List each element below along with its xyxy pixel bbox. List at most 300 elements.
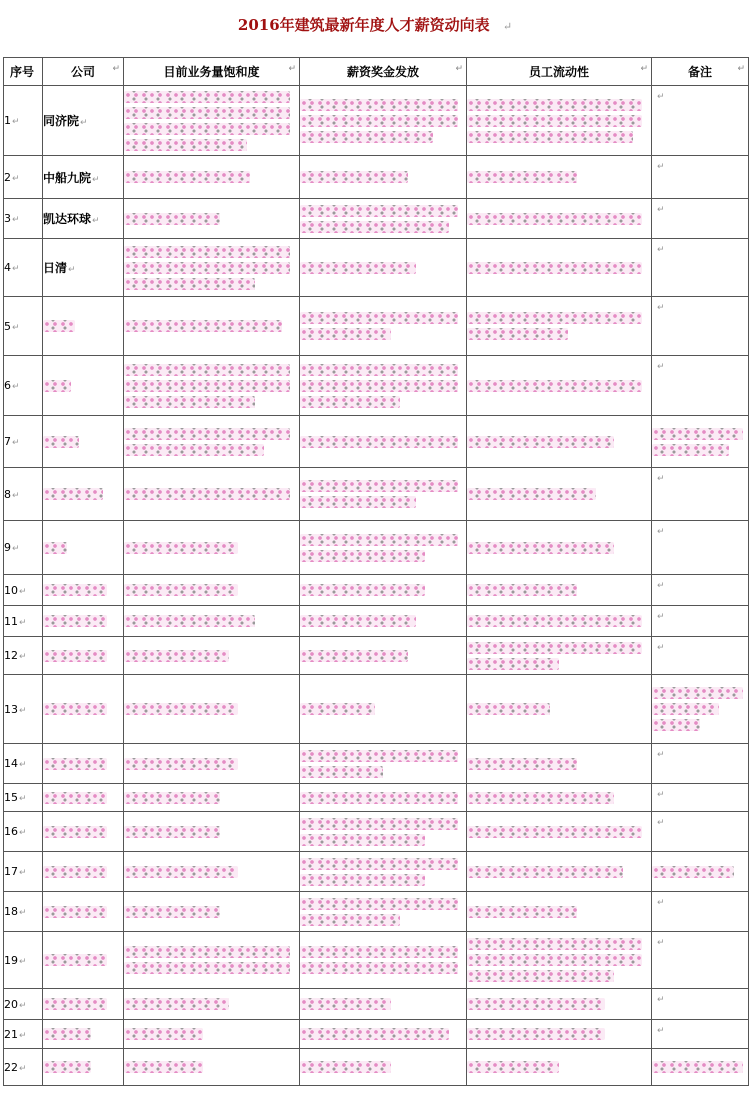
redacted-text-block <box>300 584 425 596</box>
row-number: 9↵ <box>4 521 43 575</box>
redacted-text-block <box>467 1028 605 1040</box>
company-name <box>43 356 124 416</box>
paragraph-mark-icon: ↵ <box>657 898 665 908</box>
company-name <box>43 892 124 932</box>
redacted-text-block <box>652 703 719 715</box>
remark-cell <box>652 575 749 606</box>
redacted-text-block <box>43 826 107 838</box>
redacted-text-block <box>467 542 614 554</box>
paragraph-mark-icon: ↵ <box>657 527 665 537</box>
business-cell <box>124 989 300 1020</box>
redacted-text-block <box>124 1028 203 1040</box>
row-number: 11↵ <box>4 606 43 637</box>
salary-cell <box>300 606 467 637</box>
redacted-text-block <box>124 542 238 554</box>
header-salary: 薪资奖金发放 ↵ <box>300 58 467 86</box>
company-name <box>43 812 124 852</box>
paragraph-mark-icon: ↵ <box>657 245 665 255</box>
header-num: 序号 <box>4 58 43 86</box>
paragraph-mark-icon: ↵ <box>657 303 665 313</box>
paragraph-mark-icon: ↵ <box>657 995 665 1005</box>
company-name <box>43 521 124 575</box>
redacted-text-block <box>43 320 75 332</box>
salary-cell <box>300 239 467 297</box>
redacted-text-block <box>43 584 107 596</box>
paragraph-mark-icon: ↵ <box>657 750 665 760</box>
table-row <box>4 744 749 784</box>
row-number: 22↵ <box>4 1049 43 1086</box>
redacted-text-block <box>467 262 642 274</box>
company-name <box>43 297 124 356</box>
redacted-text-block <box>467 758 577 770</box>
company-name <box>43 637 124 675</box>
salary-cell <box>300 852 467 892</box>
paragraph-mark-icon: ↵ <box>657 790 665 800</box>
redacted-text-block <box>124 123 290 135</box>
turnover-cell <box>467 416 652 468</box>
redacted-text-block <box>124 488 290 500</box>
salary-cell <box>300 199 467 239</box>
salary-cell <box>300 521 467 575</box>
turnover-cell <box>467 356 652 416</box>
redacted-text-block <box>300 534 458 546</box>
redacted-text-block <box>124 1061 203 1073</box>
paragraph-mark-icon: ↵ <box>657 612 665 622</box>
redacted-text-block <box>43 542 67 554</box>
turnover-cell <box>467 86 652 156</box>
redacted-text-block <box>467 171 577 183</box>
redacted-text-block <box>300 703 375 715</box>
salary-cell <box>300 86 467 156</box>
table-row <box>4 637 749 675</box>
row-number: 20↵ <box>4 989 43 1020</box>
redacted-text-block <box>467 642 642 654</box>
redacted-text-block <box>124 826 220 838</box>
title-text: 2016年建筑最新年度人才薪资动向表 <box>237 16 490 34</box>
redacted-text-block <box>124 906 220 918</box>
business-cell <box>124 468 300 521</box>
table-row <box>4 156 749 199</box>
redacted-text-block <box>300 914 400 926</box>
table-row <box>4 575 749 606</box>
paragraph-mark-icon: ↵ <box>657 92 665 102</box>
redacted-text-block <box>300 858 458 870</box>
business-cell <box>124 852 300 892</box>
redacted-text-block <box>124 428 290 440</box>
redacted-text-block <box>300 898 458 910</box>
redacted-text-block <box>652 687 743 699</box>
table-row <box>4 521 749 575</box>
row-number: 12↵ <box>4 637 43 675</box>
paragraph-mark-icon: ↵ <box>657 162 665 172</box>
row-number: 21↵ <box>4 1020 43 1049</box>
company-name <box>43 606 124 637</box>
company-name <box>43 744 124 784</box>
row-number: 14↵ <box>4 744 43 784</box>
table-row <box>4 1049 749 1086</box>
row-number: 8↵ <box>4 468 43 521</box>
remark-cell <box>652 675 749 744</box>
turnover-cell <box>467 521 652 575</box>
redacted-text-block <box>300 171 408 183</box>
redacted-text-block <box>124 962 290 974</box>
redacted-text-block <box>300 650 408 662</box>
turnover-cell <box>467 1020 652 1049</box>
row-number: 6↵ <box>4 356 43 416</box>
remark-cell <box>652 606 749 637</box>
table-row <box>4 416 749 468</box>
salary-cell <box>300 416 467 468</box>
redacted-text-block <box>652 719 700 731</box>
redacted-text-block <box>43 615 107 627</box>
redacted-text-block <box>124 998 229 1010</box>
table-row <box>4 989 749 1020</box>
turnover-cell <box>467 239 652 297</box>
redacted-text-block <box>467 970 614 982</box>
redacted-text-block <box>124 758 238 770</box>
redacted-text-block <box>43 866 107 878</box>
redacted-text-block <box>300 262 416 274</box>
redacted-text-block <box>124 364 290 376</box>
redacted-text-block <box>300 328 391 340</box>
salary-cell <box>300 892 467 932</box>
table-row <box>4 297 749 356</box>
redacted-text-block <box>300 436 458 448</box>
salary-cell <box>300 812 467 852</box>
redacted-text-block <box>124 91 290 103</box>
table-row <box>4 199 749 239</box>
redacted-text-block <box>300 115 458 127</box>
redacted-text-block <box>467 938 642 950</box>
turnover-cell <box>467 156 652 199</box>
redacted-text-block <box>43 1028 91 1040</box>
paragraph-mark-icon: ↵ <box>657 205 665 215</box>
remark-cell <box>652 1049 749 1086</box>
redacted-text-block <box>467 826 642 838</box>
salary-cell <box>300 932 467 989</box>
business-cell <box>124 675 300 744</box>
company-name <box>43 1049 124 1086</box>
redacted-text-block <box>467 866 623 878</box>
remark-cell <box>652 637 749 675</box>
redacted-text-block <box>300 550 425 562</box>
table-row <box>4 606 749 637</box>
redacted-text-block <box>300 962 458 974</box>
redacted-text-block <box>43 998 107 1010</box>
salary-cell <box>300 989 467 1020</box>
business-cell <box>124 416 300 468</box>
table-body <box>4 86 749 1086</box>
business-cell <box>124 156 300 199</box>
remark-cell <box>652 468 749 521</box>
table-header-row <box>4 58 749 86</box>
redacted-text-block <box>43 488 103 500</box>
remark-cell <box>652 356 749 416</box>
redacted-text-block <box>467 615 642 627</box>
remark-cell <box>652 784 749 812</box>
redacted-text-block <box>467 115 642 127</box>
company-name <box>43 932 124 989</box>
table-row <box>4 812 749 852</box>
redacted-text-block <box>43 792 107 804</box>
business-cell <box>124 199 300 239</box>
redacted-text-block <box>467 658 559 670</box>
salary-cell <box>300 297 467 356</box>
remark-cell <box>652 156 749 199</box>
company-name <box>43 575 124 606</box>
redacted-text-block <box>124 171 250 183</box>
table-row <box>4 468 749 521</box>
table-row <box>4 932 749 989</box>
redacted-text-block <box>43 954 107 966</box>
company-name <box>43 1020 124 1049</box>
company-name <box>43 989 124 1020</box>
redacted-text-block <box>300 221 449 233</box>
remark-cell <box>652 852 749 892</box>
redacted-text-block <box>467 99 642 111</box>
row-number: 16↵ <box>4 812 43 852</box>
redacted-text-block <box>124 792 220 804</box>
turnover-cell <box>467 297 652 356</box>
paragraph-mark-icon: ↵ <box>657 581 665 591</box>
business-cell <box>124 356 300 416</box>
turnover-cell <box>467 606 652 637</box>
table-row <box>4 356 749 416</box>
company-name <box>43 468 124 521</box>
redacted-text-block <box>43 703 107 715</box>
redacted-text-block <box>124 703 238 715</box>
salary-cell <box>300 156 467 199</box>
redacted-text-block <box>43 1061 91 1073</box>
business-cell <box>124 575 300 606</box>
table-row <box>4 1020 749 1049</box>
salary-cell <box>300 575 467 606</box>
salary-cell <box>300 1020 467 1049</box>
redacted-text-block <box>300 818 458 830</box>
redacted-text-block <box>300 766 383 778</box>
redacted-text-block <box>300 874 425 886</box>
row-number: 13↵ <box>4 675 43 744</box>
redacted-text-block <box>124 650 229 662</box>
redacted-text-block <box>124 396 255 408</box>
redacted-text-block <box>467 906 577 918</box>
redacted-text-block <box>124 380 290 392</box>
turnover-cell <box>467 1049 652 1086</box>
redacted-text-block <box>300 99 458 111</box>
turnover-cell <box>467 852 652 892</box>
paragraph-mark-icon: ↵ <box>657 938 665 948</box>
header-business: 目前业务量饱和度 ↵ <box>124 58 300 86</box>
remark-cell <box>652 199 749 239</box>
paragraph-mark-icon: ↵ <box>657 474 665 484</box>
turnover-cell <box>467 575 652 606</box>
company-name: 凯达环球↵ <box>43 199 124 239</box>
business-cell <box>124 297 300 356</box>
remark-cell <box>652 297 749 356</box>
redacted-text-block <box>124 444 264 456</box>
business-cell <box>124 606 300 637</box>
redacted-text-block <box>124 866 238 878</box>
redacted-text-block <box>300 496 416 508</box>
table-row <box>4 239 749 297</box>
company-name <box>43 675 124 744</box>
remark-cell <box>652 744 749 784</box>
redacted-text-block <box>124 946 290 958</box>
redacted-text-block <box>300 480 458 492</box>
redacted-text-block <box>300 750 458 762</box>
redacted-text-block <box>43 436 79 448</box>
paragraph-mark-icon: ↵ <box>502 20 513 33</box>
paragraph-mark-icon: ↵ <box>657 362 665 372</box>
turnover-cell <box>467 199 652 239</box>
remark-cell <box>652 1020 749 1049</box>
redacted-text-block <box>43 650 107 662</box>
table-row <box>4 86 749 156</box>
company-name <box>43 784 124 812</box>
redacted-text-block <box>124 262 290 274</box>
redacted-text-block <box>124 615 255 627</box>
company-name: 中船九院↵ <box>43 156 124 199</box>
company-name <box>43 416 124 468</box>
redacted-text-block <box>124 107 290 119</box>
business-cell <box>124 744 300 784</box>
redacted-text-block <box>467 328 568 340</box>
page-title <box>0 14 750 35</box>
turnover-cell <box>467 468 652 521</box>
header-company: 公司 ↵ <box>43 58 124 86</box>
company-name: 同济院↵ <box>43 86 124 156</box>
redacted-text-block <box>300 792 458 804</box>
header-remark: 备注 ↵ <box>652 58 749 86</box>
company-name: 日清↵ <box>43 239 124 297</box>
redacted-text-block <box>467 954 642 966</box>
salary-table <box>3 57 749 1086</box>
row-number: 2↵ <box>4 156 43 199</box>
redacted-text-block <box>467 488 596 500</box>
row-number: 3↵ <box>4 199 43 239</box>
remark-cell <box>652 416 749 468</box>
row-number: 15↵ <box>4 784 43 812</box>
remark-cell <box>652 989 749 1020</box>
table-row <box>4 675 749 744</box>
redacted-text-block <box>300 946 458 958</box>
redacted-text-block <box>300 380 458 392</box>
salary-cell <box>300 468 467 521</box>
redacted-text-block <box>652 428 743 440</box>
remark-cell <box>652 239 749 297</box>
row-number: 17↵ <box>4 852 43 892</box>
business-cell <box>124 637 300 675</box>
redacted-text-block <box>467 998 605 1010</box>
redacted-text-block <box>467 213 642 225</box>
row-number: 18↵ <box>4 892 43 932</box>
redacted-text-block <box>43 380 71 392</box>
redacted-text-block <box>124 320 282 332</box>
row-number: 7↵ <box>4 416 43 468</box>
remark-cell <box>652 892 749 932</box>
redacted-text-block <box>300 1028 449 1040</box>
remark-cell <box>652 932 749 989</box>
redacted-text-block <box>300 1061 391 1073</box>
business-cell <box>124 932 300 989</box>
turnover-cell <box>467 812 652 852</box>
business-cell <box>124 86 300 156</box>
redacted-text-block <box>43 758 107 770</box>
remark-cell <box>652 86 749 156</box>
salary-cell <box>300 356 467 416</box>
turnover-cell <box>467 892 652 932</box>
row-number: 10↵ <box>4 575 43 606</box>
business-cell <box>124 521 300 575</box>
row-number: 5↵ <box>4 297 43 356</box>
turnover-cell <box>467 932 652 989</box>
table-row <box>4 784 749 812</box>
turnover-cell <box>467 744 652 784</box>
row-number: 4↵ <box>4 239 43 297</box>
salary-cell <box>300 637 467 675</box>
redacted-text-block <box>467 380 642 392</box>
redacted-text-block <box>467 312 642 324</box>
redacted-text-block <box>300 396 400 408</box>
turnover-cell <box>467 989 652 1020</box>
remark-cell <box>652 521 749 575</box>
business-cell <box>124 1020 300 1049</box>
header-turnover: 员工流动性 ↵ <box>467 58 652 86</box>
business-cell <box>124 784 300 812</box>
redacted-text-block <box>300 205 458 217</box>
paragraph-mark-icon: ↵ <box>657 818 665 828</box>
salary-cell <box>300 1049 467 1086</box>
row-number: 1↵ <box>4 86 43 156</box>
redacted-text-block <box>300 615 416 627</box>
redacted-text-block <box>124 278 255 290</box>
redacted-text-block <box>124 584 238 596</box>
business-cell <box>124 892 300 932</box>
redacted-text-block <box>467 131 633 143</box>
redacted-text-block <box>467 703 550 715</box>
turnover-cell <box>467 675 652 744</box>
redacted-text-block <box>652 444 729 456</box>
redacted-text-block <box>652 1061 743 1073</box>
redacted-text-block <box>43 906 107 918</box>
redacted-text-block <box>300 312 458 324</box>
table-row <box>4 852 749 892</box>
paragraph-mark-icon: ↵ <box>657 643 665 653</box>
redacted-text-block <box>124 139 247 151</box>
redacted-text-block <box>467 792 614 804</box>
redacted-text-block <box>300 998 391 1010</box>
redacted-text-block <box>467 436 614 448</box>
redacted-text-block <box>124 213 220 225</box>
remark-cell <box>652 812 749 852</box>
salary-cell <box>300 784 467 812</box>
salary-cell <box>300 675 467 744</box>
row-number: 19↵ <box>4 932 43 989</box>
redacted-text-block <box>124 246 290 258</box>
business-cell <box>124 1049 300 1086</box>
redacted-text-block <box>300 834 425 846</box>
redacted-text-block <box>467 584 577 596</box>
business-cell <box>124 239 300 297</box>
turnover-cell <box>467 637 652 675</box>
turnover-cell <box>467 784 652 812</box>
company-name <box>43 852 124 892</box>
paragraph-mark-icon: ↵ <box>657 1026 665 1036</box>
redacted-text-block <box>467 1061 559 1073</box>
redacted-text-block <box>300 364 458 376</box>
table-row <box>4 892 749 932</box>
business-cell <box>124 812 300 852</box>
